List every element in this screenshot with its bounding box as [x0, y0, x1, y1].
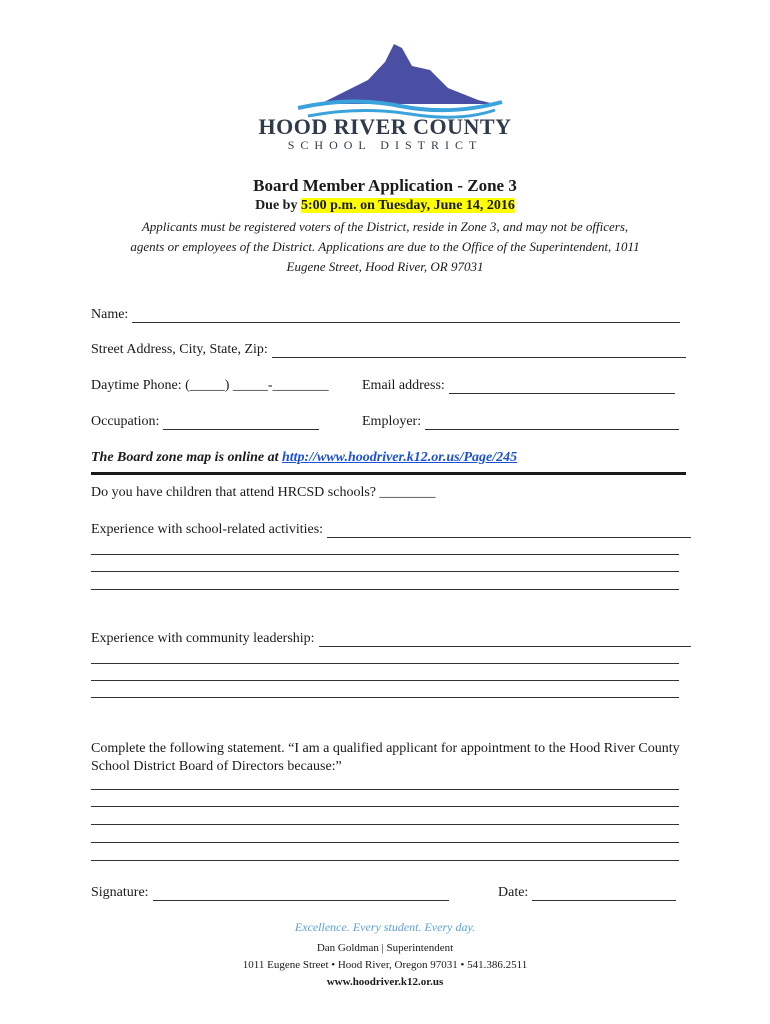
name-row — [91, 307, 680, 323]
divider — [91, 472, 686, 475]
signature-row — [91, 885, 449, 901]
community-exp-line[interactable] — [91, 680, 679, 681]
email-field[interactable] — [449, 379, 675, 394]
statement-line[interactable] — [91, 842, 679, 843]
children-question[interactable]: Do you have children that attend HRCSD schools? ________ — [91, 485, 436, 500]
signature-label: Signature: — [91, 885, 149, 900]
email-label: Email address: — [362, 378, 445, 393]
statement-line[interactable] — [91, 789, 679, 790]
employer-field[interactable] — [425, 415, 679, 430]
occupation-field[interactable] — [163, 415, 319, 430]
community-exp-field[interactable] — [319, 632, 691, 647]
phone-label[interactable]: Daytime Phone: (_____) _____-________ — [91, 378, 329, 393]
due-prefix: Due by — [255, 198, 301, 213]
signature-field[interactable] — [153, 886, 449, 901]
date-row — [498, 885, 676, 901]
phone-row — [91, 378, 329, 394]
footer-tagline: Excellence. Every student. Every day. — [294, 920, 476, 934]
due-date — [0, 198, 770, 214]
footer-superintendent: Dan Goldman | Superintendent — [316, 942, 454, 954]
school-exp-field[interactable] — [327, 523, 691, 538]
statement-line[interactable] — [91, 806, 679, 807]
org-subname: SCHOOL DISTRICT — [287, 138, 483, 152]
school-exp-line[interactable] — [91, 571, 679, 572]
employer-row — [362, 414, 679, 430]
statement-prompt: Complete the following statement. “I am a qualified applicant for appointment to the Hood River County School District Board of Directors because:” — [91, 741, 680, 774]
statement-line[interactable] — [91, 824, 679, 825]
street-label: Street Address, City, State, Zip: — [91, 342, 268, 357]
community-exp-label: Experience with community leadership: — [91, 631, 315, 646]
statement-line[interactable] — [91, 860, 679, 861]
due-highlight: 5:00 p.m. on Tuesday, June 14, 2016 — [300, 198, 515, 213]
map-note — [91, 450, 517, 466]
occupation-label: Occupation: — [91, 414, 160, 429]
footer-website[interactable]: www.hoodriver.k12.or.us — [326, 976, 444, 988]
name-label: Name: — [91, 307, 129, 322]
intro-text: Applicants must be registered voters of the District, reside in Zone 3, and may not be officers, agents or employees of the District. Applications are due to the Office of the Superintendent, 1011 Eugene Street, Hood River, OR 97031 — [130, 219, 640, 274]
footer-address: 1011 Eugene Street • Hood River, Oregon 97031 • 541.386.2511 — [242, 959, 528, 971]
page-title: Board Member Application - Zone 3 — [253, 176, 517, 195]
date-label: Date: — [498, 885, 529, 900]
occupation-row — [91, 414, 319, 430]
community-exp-line[interactable] — [91, 697, 679, 698]
street-field[interactable] — [272, 343, 686, 358]
date-field[interactable] — [532, 886, 676, 901]
street-row — [91, 342, 686, 358]
email-row — [362, 378, 675, 394]
zone-map-link[interactable]: http://www.hoodriver.k12.or.us/Page/245 — [281, 450, 518, 465]
map-note-text: The Board zone map is online at — [91, 450, 282, 465]
school-exp-row — [91, 522, 691, 538]
community-exp-row — [91, 631, 691, 647]
school-exp-label: Experience with school-related activities: — [91, 522, 324, 537]
employer-label: Employer: — [362, 414, 422, 429]
name-field[interactable] — [132, 308, 680, 323]
community-exp-line[interactable] — [91, 663, 679, 664]
school-exp-line[interactable] — [91, 554, 679, 555]
mountain-logo-icon — [290, 40, 510, 120]
org-name: HOOD RIVER COUNTY — [258, 114, 512, 139]
school-exp-line[interactable] — [91, 589, 679, 590]
